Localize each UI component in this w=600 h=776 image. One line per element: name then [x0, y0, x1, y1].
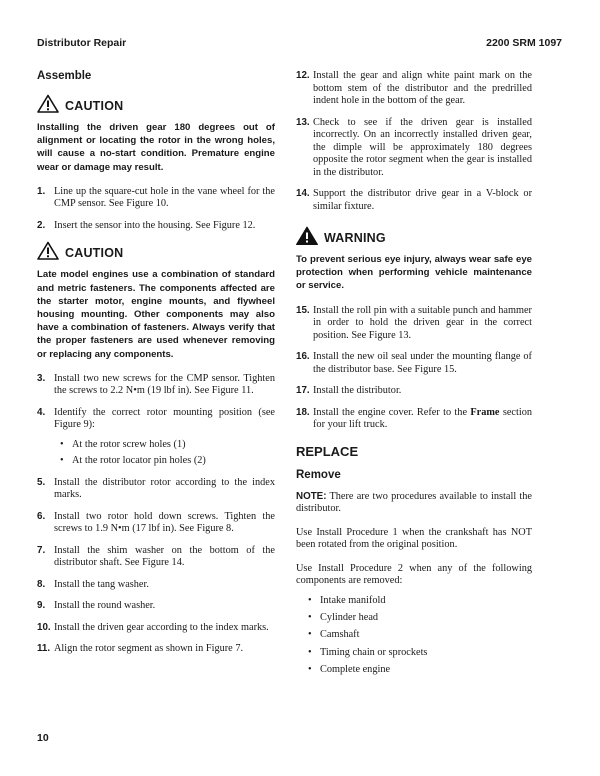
step-item: [296, 407, 532, 432]
step-text: Install the distributor.: [313, 385, 402, 397]
step-number: 1.: [37, 185, 46, 197]
list-item: [296, 595, 532, 608]
step-text: Install the round washer.: [54, 600, 156, 612]
step-text: Install the tang washer.: [54, 578, 149, 590]
remove-heading: Remove: [296, 468, 341, 481]
step-item: [296, 351, 532, 376]
caution-title: [37, 94, 275, 118]
step-text-start: Install the engine cover. Refer to the: [313, 406, 471, 418]
step-text: Install the roll pin with a suitable punch and hammer in order to hold the driven gear in the correct position. See Figure 13.: [313, 304, 532, 341]
header-title: Distributor Repair: [37, 37, 127, 49]
step-item: [37, 477, 275, 502]
step-text: Insert the sensor into the housing. See Figure 12.: [54, 219, 256, 231]
warning-title: [296, 226, 532, 250]
step-text: [313, 407, 532, 432]
caution-title: [37, 241, 275, 265]
bullet-icon: •: [308, 594, 312, 606]
warning-text: To prevent serious eye injury, always wear safe eye protection when performing vehicle maintenance or service.: [296, 254, 532, 292]
step-number: 3.: [37, 372, 46, 384]
bullet-icon: •: [60, 455, 64, 467]
caution-text: Late model engines use a combination of standard and metric fasteners. The components affected are the starter motor, engine mounts, and flywheel housing mounting. Other components may also have a combination of fasteners. Always verify that the proper fasteners are used whenever removing or replacing any components.: [37, 269, 275, 360]
bullet-icon: •: [308, 663, 312, 675]
list-item-text: Complete engine: [320, 663, 391, 675]
step-item: [37, 511, 275, 536]
list-item-text: Camshaft: [320, 629, 360, 641]
step-number: 17.: [296, 385, 310, 397]
step-text: Identify the correct rotor mounting position (see Figure 9):: [54, 406, 275, 431]
steps-list: [37, 373, 275, 656]
page-number: 10: [37, 732, 49, 744]
list-item: [54, 439, 275, 452]
list-item-text: At the rotor screw holes (1): [72, 438, 186, 450]
list-item: [296, 647, 532, 660]
list-item: [296, 664, 532, 677]
list-item-text: Intake manifold: [320, 594, 386, 606]
step-number: 7.: [37, 544, 46, 556]
step-number: 18.: [296, 406, 310, 418]
frame-section-ref: Frame: [470, 406, 500, 418]
bullet-icon: •: [308, 611, 312, 623]
step-number: 5.: [37, 476, 46, 488]
step-item: [37, 622, 275, 635]
step-text: Install the new oil seal under the mounting flange of the distributor base. See Figure 15.: [313, 351, 532, 375]
step-text: Install the gear and align white paint mark on the bottom stem of the distributor and the predrilled indent hole in the bottom of the gear.: [313, 70, 532, 106]
step-number: 10.: [37, 621, 51, 633]
procedure2-paragraph: Use Install Procedure 2 when any of the following components are removed:: [296, 562, 532, 587]
right-column: [296, 70, 532, 681]
caution-label: CAUTION: [65, 99, 124, 113]
step-item: [37, 600, 275, 613]
step-item: [296, 117, 532, 180]
step-item: [37, 220, 275, 233]
note-label: NOTE:: [296, 490, 327, 502]
step-text: Install the distributor rotor according to the index marks.: [54, 476, 275, 501]
step-item: [296, 305, 532, 343]
step-item: [37, 373, 275, 398]
assemble-heading: Assemble: [37, 70, 92, 82]
list-item: [296, 612, 532, 625]
step-text: Install two new screws for the CMP sensor. Tighten the screws to 2.2 N•m (19 lbf in). See Figure 11.: [54, 372, 275, 397]
step-number: 13.: [296, 116, 310, 128]
step-number: 11.: [37, 643, 51, 655]
step-number: 4.: [37, 406, 46, 418]
step-item: [37, 186, 275, 211]
step-number: 15.: [296, 304, 310, 316]
step-text: Install the shim washer on the bottom of the distributor shaft. See Figure 14.: [54, 544, 275, 569]
caution-warning-icon: [37, 241, 59, 265]
note-paragraph: [296, 491, 532, 516]
steps-list: [296, 70, 532, 213]
caution-warning-icon: [37, 94, 59, 118]
procedure1-paragraph: Use Install Procedure 1 when the crankshaft has NOT been rotated from the original position.: [296, 526, 532, 551]
step-number: 2.: [37, 219, 46, 231]
step-item: [37, 545, 275, 570]
header-manual-code: 2200 SRM 1097: [486, 37, 562, 49]
step-number: 9.: [37, 600, 46, 612]
step-text: Support the distributor drive gear in a V-block or similar fixture.: [313, 188, 532, 212]
steps-list: [37, 186, 275, 233]
list-item-text: Timing chain or sprockets: [320, 646, 428, 658]
step-number: 8.: [37, 578, 46, 590]
step-item: [37, 579, 275, 592]
list-item: [54, 455, 275, 468]
list-item: [296, 629, 532, 642]
step-item: [37, 643, 275, 656]
step-text-end: section for your lift truck.: [313, 406, 532, 431]
components-list: [296, 595, 532, 677]
step-text: Install the driven gear according to the index marks.: [54, 621, 269, 633]
step-text: Check to see if the driven gear is installed incorrectly. On an incorrectly installed driven gear, the dimple will be approximately 180 degrees opposite the rotor segment when the gear is installed in the distributor.: [313, 116, 532, 178]
bullet-icon: •: [308, 629, 312, 641]
step-text: Line up the square-cut hole in the vane wheel for the CMP sensor. See Figure 10.: [54, 185, 275, 210]
step-number: 16.: [296, 351, 310, 363]
step-item: [296, 385, 532, 398]
rotor-position-list: [54, 439, 275, 468]
caution-label: CAUTION: [65, 246, 124, 261]
step-number: 14.: [296, 188, 310, 199]
step-text: Align the rotor segment as shown in Figure 7.: [54, 643, 244, 655]
step-item: [296, 188, 532, 213]
replace-heading: REPLACE: [296, 443, 359, 459]
step-item: [37, 407, 275, 432]
bullet-icon: •: [60, 438, 64, 450]
note-text: There are two procedures available to install the distributor.: [296, 490, 532, 515]
step-text: Install two rotor hold down screws. Tighten the screws to 1.9 N•m (17 lbf in). See Figure 8.: [54, 510, 275, 535]
left-column: [37, 70, 275, 665]
step-number: 12.: [296, 70, 310, 81]
list-item-text: At the rotor locator pin holes (2): [72, 455, 206, 467]
list-item-text: Cylinder head: [320, 611, 379, 623]
bullet-icon: •: [308, 646, 312, 658]
warning-label: WARNING: [324, 231, 386, 245]
steps-list: [296, 305, 532, 432]
step-number: 6.: [37, 510, 46, 522]
warning-icon: [296, 226, 318, 250]
caution-text: Installing the driven gear 180 degrees out of alignment or locating the rotor in the wrong holes, will cause a no-start condition. Premature engine wear or damage may result.: [37, 122, 275, 173]
step-item: [296, 70, 532, 108]
